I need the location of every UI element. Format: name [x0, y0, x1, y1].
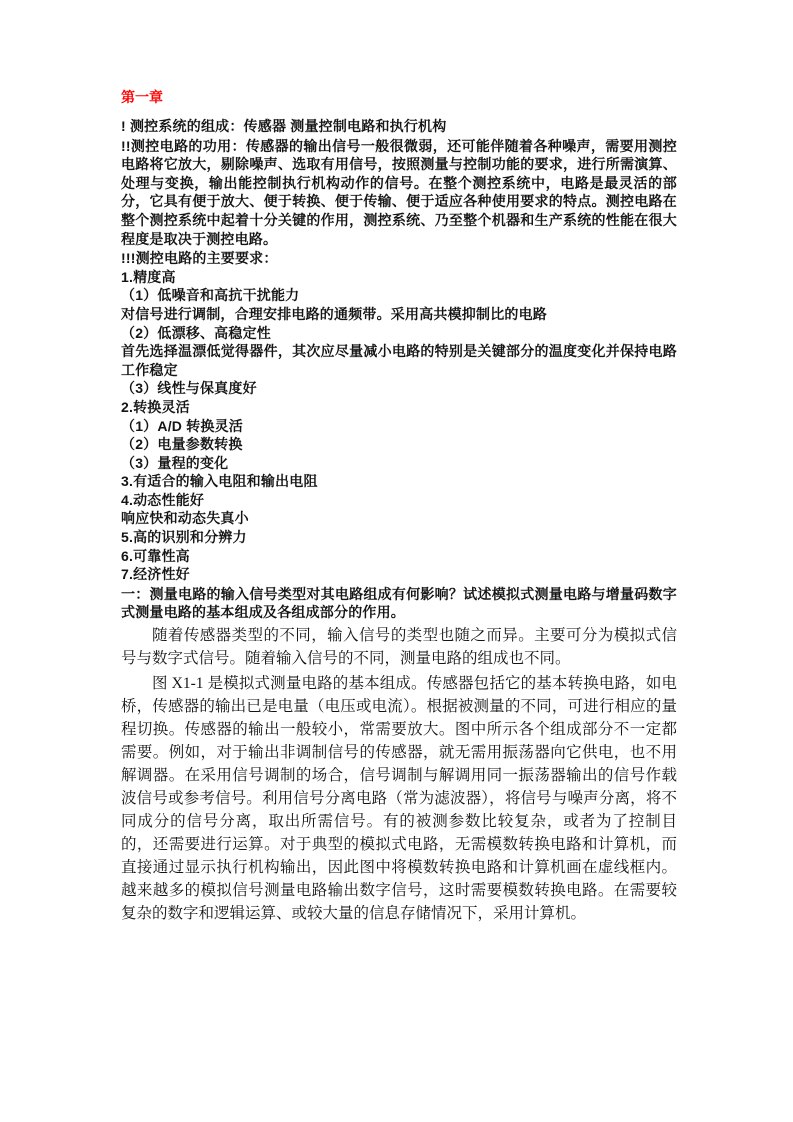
item-5-resolution: 5.高的识别和分辨力 — [121, 529, 247, 546]
para-signal-types: 随着传感器类型的不同，输入信号的类型也随之而异。主要可分为模拟式信号与数字式信号。随着输入信号的不同，测量电路的组成也不同。 — [121, 627, 677, 668]
item-3-impedance: 3.有适合的输入电阻和输出电阻 — [121, 473, 318, 490]
question-1: 一：测量电路的输入信号类型对其电路组成有何影响？试述模拟式测量电路与增量码数字式测量电路的基本组成及各组成部分的作用。 — [121, 585, 677, 621]
heading-main-requirements: !!!测控电路的主要要求： — [121, 250, 278, 267]
chapter-heading: 第一章 — [121, 89, 163, 105]
item-4-dynamic: 4.动态性能好 — [121, 491, 205, 508]
para-figure-x1-1: 图 X1-1 是模拟式测量电路的基本组成。传感器包括它的基本转换电路，如电桥，传感器的输出已是电量（电压或电流）。根据被测量的不同，可进行相应的量程切换。传感器的输出一般较小，常需要放大。图中所示各个组成部分不一定都需要。例如，对于输出非调制信号的传感器，就无需用振荡器向它供电，也不用解调器。在采用信号调制的场合，信号调制与解调用同一振荡器输出的信号作载波信号或参考信号。利用信号分离电路（常为滤波器），将信号与噪声分离，将不同成分的信号分离，取出所需信号。有的被测参数比较复杂，或者为了控制目的，还需要进行运算。对于典型的模拟式电路，无需模数转换电路和计算机，而直接通过显示执行机构输出，因此图中将模数转换电路和计算机画在虚线框内。越来越多的模拟信号测量电路输出数字信号，这时需要模数转换电路。在需要较复杂的数字和逻辑运算、或较大量的信息存储情况下，采用计算机。 — [121, 675, 677, 923]
item-1-accuracy: 1.精度高 — [121, 268, 176, 285]
para-circuit-function: !!测控电路的功用：传感器的输出信号一般很微弱，还可能伴随着各种噪声，需要用测控电路将它放大，剔除噪声、选取有用信号，按照测量与控制功能的要求，进行所需演算、处理与变换，输出能控制执行机构动作的信号。在整个测控系统中，电路是最灵活的部分，它具有便于放大、便于转换、便于传输、便于适应各种使用要求的特点。测控电路在整个测控系统中起着十分关键的作用，测控系统、乃至整个机器和生产系统的性能在很大程度是取决于测控电路。 — [121, 137, 677, 247]
item-2-1-ad-conversion: （1）A/D 转换灵活 — [121, 417, 243, 434]
item-1-1-low-noise: （1）低噪音和高抗干扰能力 — [121, 287, 300, 304]
line-dynamic-detail: 响应快和动态失真小 — [121, 510, 249, 527]
item-1-3-linearity: （3）线性与保真度好 — [121, 380, 257, 397]
item-7-economy: 7.经济性好 — [121, 566, 190, 583]
item-1-2-low-drift: （2）低漂移、高稳定性 — [121, 324, 271, 341]
line-system-composition: ! 测控系统的组成：传感器 测量控制电路和执行机构 — [121, 118, 447, 134]
line-signal-modulation: 对信号进行调制，合理安排电路的通频带。采用高共模抑制比的电路 — [121, 305, 547, 322]
item-6-reliability: 6.可靠性高 — [121, 547, 190, 564]
line-drift-detail: 首先选择温漂低觉得器件，其次应尽量减小电路的特别是关键部分的温度变化并保持电路工作稳定 — [121, 343, 677, 378]
item-2-3-range-change: （3）量程的变化 — [121, 454, 229, 471]
item-2-2-parameter-conversion: （2）电量参数转换 — [121, 436, 243, 453]
item-2-conversion: 2.转换灵活 — [121, 398, 190, 415]
